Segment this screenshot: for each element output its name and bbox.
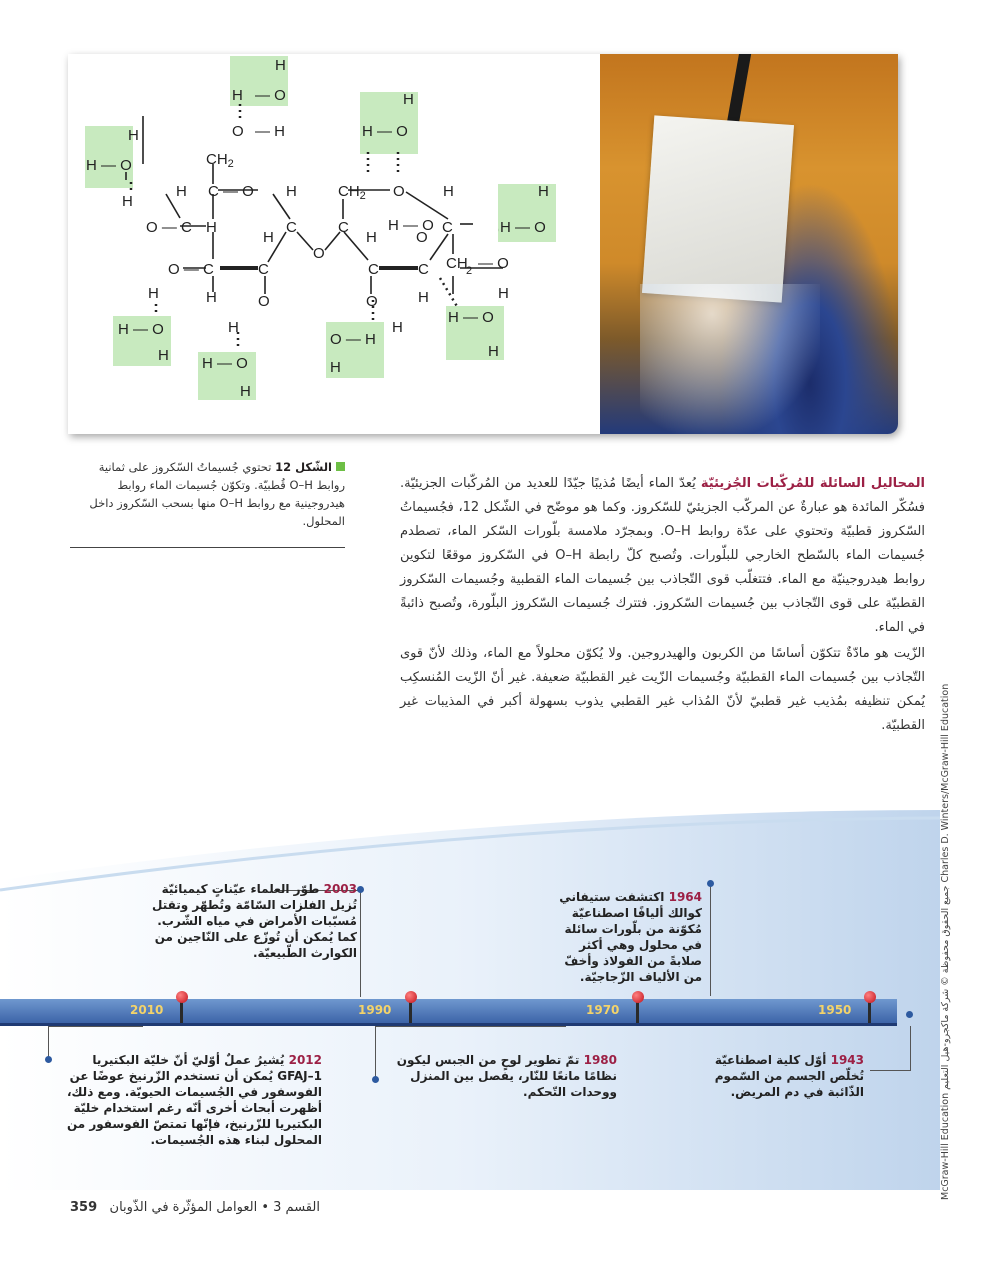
svg-text:CH: CH <box>446 255 468 272</box>
caption-divider <box>70 547 345 548</box>
event-text: اكتشفت ستيفاني كوالك أليافًا اصطناعيّة مُكوّنة من بلّورات سائلة في محلول وهي أكثر صلابةً من الفولاذ وأخفّ من الألياف الزّجاجيّة. <box>559 890 702 984</box>
event-1943 <box>702 1052 864 1100</box>
event-1964 <box>548 889 702 985</box>
pin-head-icon <box>632 991 644 1003</box>
svg-text:H: H <box>228 319 239 336</box>
svg-text:H: H <box>232 87 243 104</box>
svg-text:C: C <box>338 219 349 236</box>
svg-text:H: H <box>330 359 341 376</box>
svg-text:O: O <box>393 183 405 200</box>
svg-text:O: O <box>416 229 428 246</box>
body-text <box>400 472 925 740</box>
event-1980 <box>385 1052 617 1100</box>
event-year: 2003 <box>323 882 357 896</box>
timeline-bar <box>0 999 897 1026</box>
caption-figure-label: الشّكل 12 <box>275 460 332 474</box>
connector-dot <box>372 1076 379 1083</box>
svg-text:O: O <box>232 123 244 140</box>
event-text: أوّل كلية اصطناعيّة تُخلّص الجسم من السّموم الذّائبة في دم المريض. <box>714 1053 864 1099</box>
unit-label: القسم 3 • العوامل المؤثّرة في الذّوبان <box>109 1200 320 1215</box>
sugar-cube-dissolving-photo <box>600 54 898 434</box>
svg-text:O — C: O — C <box>168 261 214 278</box>
svg-text:H — O: H — O <box>118 321 164 338</box>
svg-text:H: H <box>538 183 549 200</box>
svg-text:O: O <box>258 293 270 310</box>
event-text: تمّ تطوير لوحٍ من الجبس ليكون نظامًا مانعًا للنّار، يفصل بين المنزل ووحدات التّحكم. <box>396 1053 617 1099</box>
svg-text:H: H <box>488 343 499 360</box>
sugar-cube <box>642 115 794 302</box>
svg-text:C — O: C — O <box>208 183 254 200</box>
event-year: 1943 <box>830 1053 864 1067</box>
event-year: 1980 <box>583 1053 617 1067</box>
svg-text:H: H <box>158 347 169 364</box>
figure-caption <box>70 458 345 530</box>
svg-text:O — C: O — C <box>146 219 192 236</box>
svg-text:H: H <box>148 285 159 302</box>
svg-text:H: H <box>366 229 377 246</box>
event-2003 <box>135 881 357 961</box>
svg-text:H: H <box>206 289 217 306</box>
svg-text:2: 2 <box>466 265 473 277</box>
figure-12-panel <box>68 54 898 434</box>
page-number: 359 <box>70 1200 98 1215</box>
svg-text:— O: — O <box>255 87 286 104</box>
svg-text:— O: — O <box>478 255 509 272</box>
svg-text:C: C <box>258 261 269 278</box>
svg-text:H — O: H — O <box>388 217 434 234</box>
event-text: يُشيرُ عملٌ أوّليّ أنّ خليّة البكتيريا GFAJ–1 يُمكن أن تستخدم الزّرنيخ عوضًا عن الفوسفور في الجُسيمات الحيويّة. ومع ذلك، أظهرت أبحاث أخرى أنّه رغم استخدام خليّة البكتيريا للزّرنيخ، فإنّها تمتصّ الفوسفور من المحلول لبناء هذه الجُسيمات. <box>66 1053 322 1147</box>
connector-dot <box>707 880 714 887</box>
svg-text:H — O: H — O <box>500 219 546 236</box>
svg-text:H: H <box>403 91 414 108</box>
svg-text:C: C <box>286 219 297 236</box>
svg-text:C: C <box>442 219 453 236</box>
page-footer <box>70 1200 320 1215</box>
svg-text:H: H <box>176 183 187 200</box>
connector-dot <box>45 1056 52 1063</box>
caption-text: تحتوي جُسيماتُ السّكروز على ثمانية روابط O–H قُطبيّة. وتكوّن جُسيمات الماء روابط هيدروجينية مع روابط O–H منها بسحب السّكروز داخل المحلول. <box>89 460 345 528</box>
pin-head-icon <box>176 991 188 1003</box>
svg-text:— H: — H <box>255 123 285 140</box>
svg-text:CH2: $CH_2$ <box>206 151 234 170</box>
tick-label-1970: 1970 <box>586 1003 620 1017</box>
svg-text:C: C <box>418 261 429 278</box>
svg-text:CH2: $CH_2$ <box>338 183 366 202</box>
event-year: 1964 <box>668 890 702 904</box>
svg-text:H — O: H — O <box>202 355 248 372</box>
svg-text:H: H <box>498 285 509 302</box>
connector-dot <box>906 1011 913 1018</box>
tick-label-1950: 1950 <box>818 1003 852 1017</box>
svg-text:H: H <box>128 127 139 144</box>
event-2012 <box>60 1052 322 1148</box>
svg-text:H — O: H — O <box>448 309 494 326</box>
svg-text:C: C <box>368 261 379 278</box>
svg-text:O: O <box>366 293 378 310</box>
svg-text:H: H <box>206 219 217 236</box>
photo-credit-text: McGraw-Hill Education جميع الحقوق محفوظة © شركة ماكجرو-هيل التعليم Charles D. Winters/McGraw-Hill Education <box>940 683 951 1200</box>
svg-text:H: H <box>418 289 429 306</box>
paragraph-1 <box>400 472 925 640</box>
event-text: طوّر العلماء عيّناتٍ كيميائيّة تُزيل الفلزات السّامّة وتُطهّر وتقتل مُسبّبات الأمراض في مياه الشّرب. كما يُمكن أن تُوزّع على النّاجين من الكوارث الطّبيعيّة. <box>152 882 357 960</box>
event-year: 2012 <box>288 1053 322 1067</box>
paragraph-1-text: يُعدّ الماء أيضًا مُذيبًا جيّدًا للعديد من المُركّبات الجزيئيّة. فسُكّر المائدة هو عبارةٌ عن المركّب الجزيئيّ للسّكروز. وكما هو موضّح في الشّكل 12، فجُسيماتُ السّكروز قطبيّة وتحتوي على عدّة روابط O–H. وبمجرّد ملامسة بلّورات السّكر الماء، تصطدم جُسيمات الماء بالسّطح الخارجي للبلّورات. وتُصبح كلّ رابطة O–H في السّكروز موقعًا لتكوين روابط هيدروجينيّة مع الماء. فتتغلّب قوى التّجاذب بين جُسيمات الماء القطبية وجُسيمات السّكروز القطبيّة على قوى التّجاذب بين جُسيمات السّكروز. فتترك جُسيمات السّكروز البلّورة، وتُصبح ذائبةً في الماء. <box>400 476 926 635</box>
pin-head-icon <box>864 991 876 1003</box>
svg-text:H: H <box>275 57 286 74</box>
svg-text:H — O: H — O <box>86 157 132 174</box>
paragraph-2: الزّيت هو مادّةٌ تتكوّن أساسًا من الكربون والهيدروجين. ولا يُكوّن محلولاً مع الماء، وذلك لأنّ قوى التّجاذب بين جُسيمات الماء القطبيّة وجُسيمات الزّيت غير القطبيّة ضعيفة. غير أنّ الزّيت المُنسكِب يُمكن تنظيفه بمُذيب غير قطبيّ لأنّ المُذاب غير القطبي يذوب بسهولة أكبر في المذيبات غير القطبيّة. <box>400 646 925 733</box>
tick-label-1990: 1990 <box>358 1003 392 1017</box>
tick-label-2010: 2010 <box>130 1003 164 1017</box>
sucrose-molecule-diagram <box>68 54 600 434</box>
caption-bullet-icon <box>336 462 345 471</box>
svg-text:H: H <box>286 183 297 200</box>
svg-text:H: H <box>392 319 403 336</box>
connector-1943 <box>870 1026 911 1071</box>
connector-1964 <box>710 884 765 996</box>
connector-dot <box>357 886 364 893</box>
pin-head-icon <box>405 991 417 1003</box>
svg-text:O — H: O — H <box>330 331 376 348</box>
svg-text:H: H <box>240 383 251 400</box>
svg-text:H: H <box>263 229 274 246</box>
svg-text:H: H <box>443 183 454 200</box>
dissolving-swirl <box>640 284 820 434</box>
svg-text:H: H <box>122 193 133 210</box>
svg-text:O: O <box>313 245 325 262</box>
section-heading: المحاليل السائلة للمُركّبات الجُزيئيّة <box>700 476 925 491</box>
svg-text:H — O: H — O <box>362 123 408 140</box>
